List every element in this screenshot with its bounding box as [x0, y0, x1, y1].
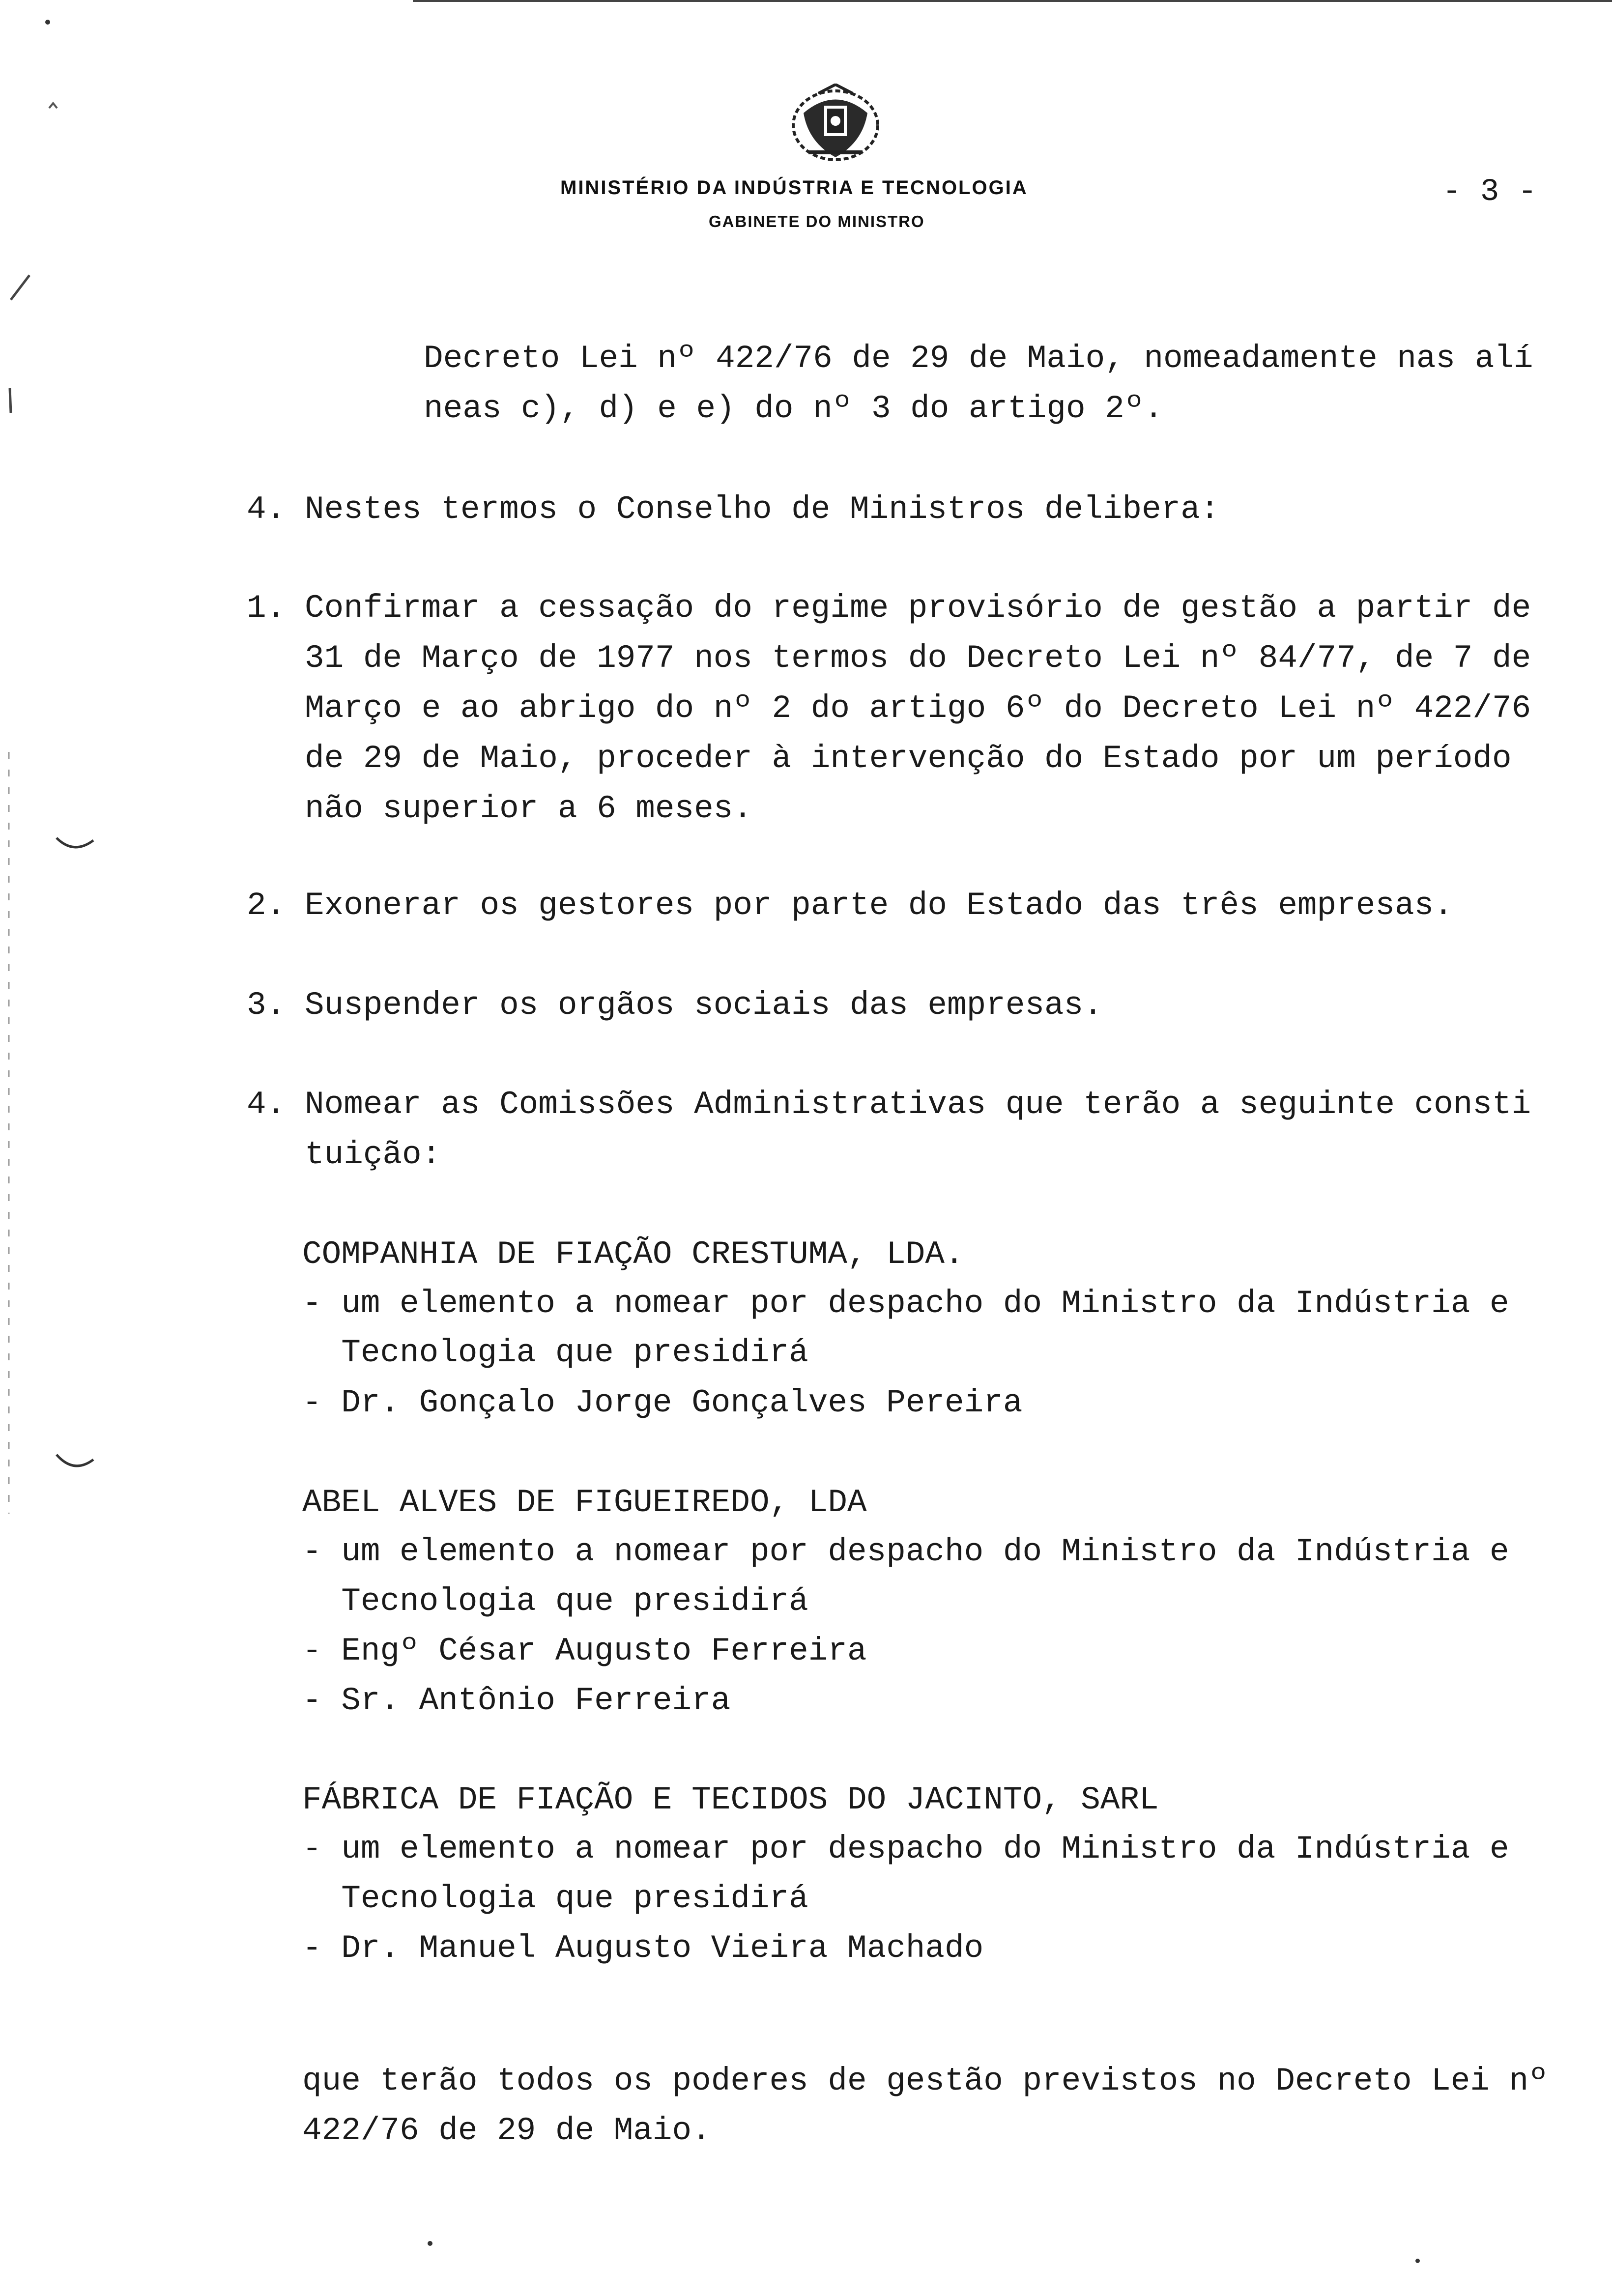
item-1-line: Março e ao abrigo do nº 2 do artigo 6º do Decreto Lei nº 422/76	[305, 690, 1531, 727]
coat-of-arms-emblem	[789, 84, 882, 167]
item-number: 4.	[247, 1086, 286, 1123]
company-member: - Dr. Manuel Augusto Vieira Machado	[302, 1930, 984, 1967]
scan-speck	[45, 20, 50, 25]
company-member: - um elemento a nomear por despacho do Ministro da Indústria e	[302, 1533, 1509, 1570]
company-member: Tecnologia que presidirá	[302, 1583, 808, 1620]
page-number: - 3 -	[1442, 174, 1537, 210]
top-edge-line	[413, 0, 1612, 2]
item-number: 2.	[247, 887, 286, 924]
intro-line-1: Decreto Lei nº 422/76 de 29 de Maio, nomeadamente nas alí	[424, 340, 1533, 377]
margin-punch-marks	[0, 88, 98, 1514]
company-member: Tecnologia que presidirá	[302, 1334, 808, 1371]
item-1-line: não superior a 6 meses.	[305, 790, 752, 827]
item-1-line: Confirmar a cessação do regime provisório de gestão a partir de	[305, 590, 1531, 627]
item-4-line: tuição:	[305, 1136, 441, 1173]
company-name: ABEL ALVES DE FIGUEIREDO, LDA	[302, 1484, 867, 1521]
closing-line-1: que terão todos os poderes de gestão previstos no Decreto Lei nº	[302, 2063, 1548, 2099]
item-3-line: Suspender os orgãos sociais das empresas.	[305, 987, 1103, 1024]
company-member: - Sr. Antônio Ferreira	[302, 1682, 731, 1719]
section-number: 4.	[247, 491, 286, 528]
item-1-line: de 29 de Maio, proceder à intervenção do Estado por um período	[305, 740, 1512, 777]
scan-speck	[428, 2241, 432, 2246]
ministry-name: MINISTÉRIO DA INDÚSTRIA E TECNOLOGIA	[560, 177, 1028, 199]
company-member: - um elemento a nomear por despacho do Ministro da Indústria e	[302, 1285, 1509, 1322]
item-1-line: 31 de Março de 1977 nos termos do Decreto Lei nº 84/77, de 7 de	[305, 640, 1531, 677]
company-name: COMPANHIA DE FIAÇÃO CRESTUMA, LDA.	[302, 1236, 964, 1273]
intro-line-2: neas c), d) e e) do nº 3 do artigo 2º.	[424, 390, 1164, 427]
company-member: - Dr. Gonçalo Jorge Gonçalves Pereira	[302, 1384, 1023, 1421]
closing-line-2: 422/76 de 29 de Maio.	[302, 2112, 711, 2149]
scan-speck	[1415, 2259, 1420, 2263]
company-member: - Engº César Augusto Ferreira	[302, 1633, 867, 1669]
section-text: Nestes termos o Conselho de Ministros delibera:	[305, 491, 1220, 528]
company-member: - um elemento a nomear por despacho do Ministro da Indústria e	[302, 1831, 1509, 1867]
cabinet-name: GABINETE DO MINISTRO	[709, 212, 925, 230]
item-number: 1.	[247, 590, 286, 627]
item-number: 3.	[247, 987, 286, 1024]
item-4-line: Nomear as Comissões Administrativas que terão a seguinte consti	[305, 1086, 1531, 1123]
company-member: Tecnologia que presidirá	[302, 1880, 808, 1917]
item-2-line: Exonerar os gestores por parte do Estado das três empresas.	[305, 887, 1453, 924]
company-name: FÁBRICA DE FIAÇÃO E TECIDOS DO JACINTO, SARL	[302, 1781, 1159, 1818]
